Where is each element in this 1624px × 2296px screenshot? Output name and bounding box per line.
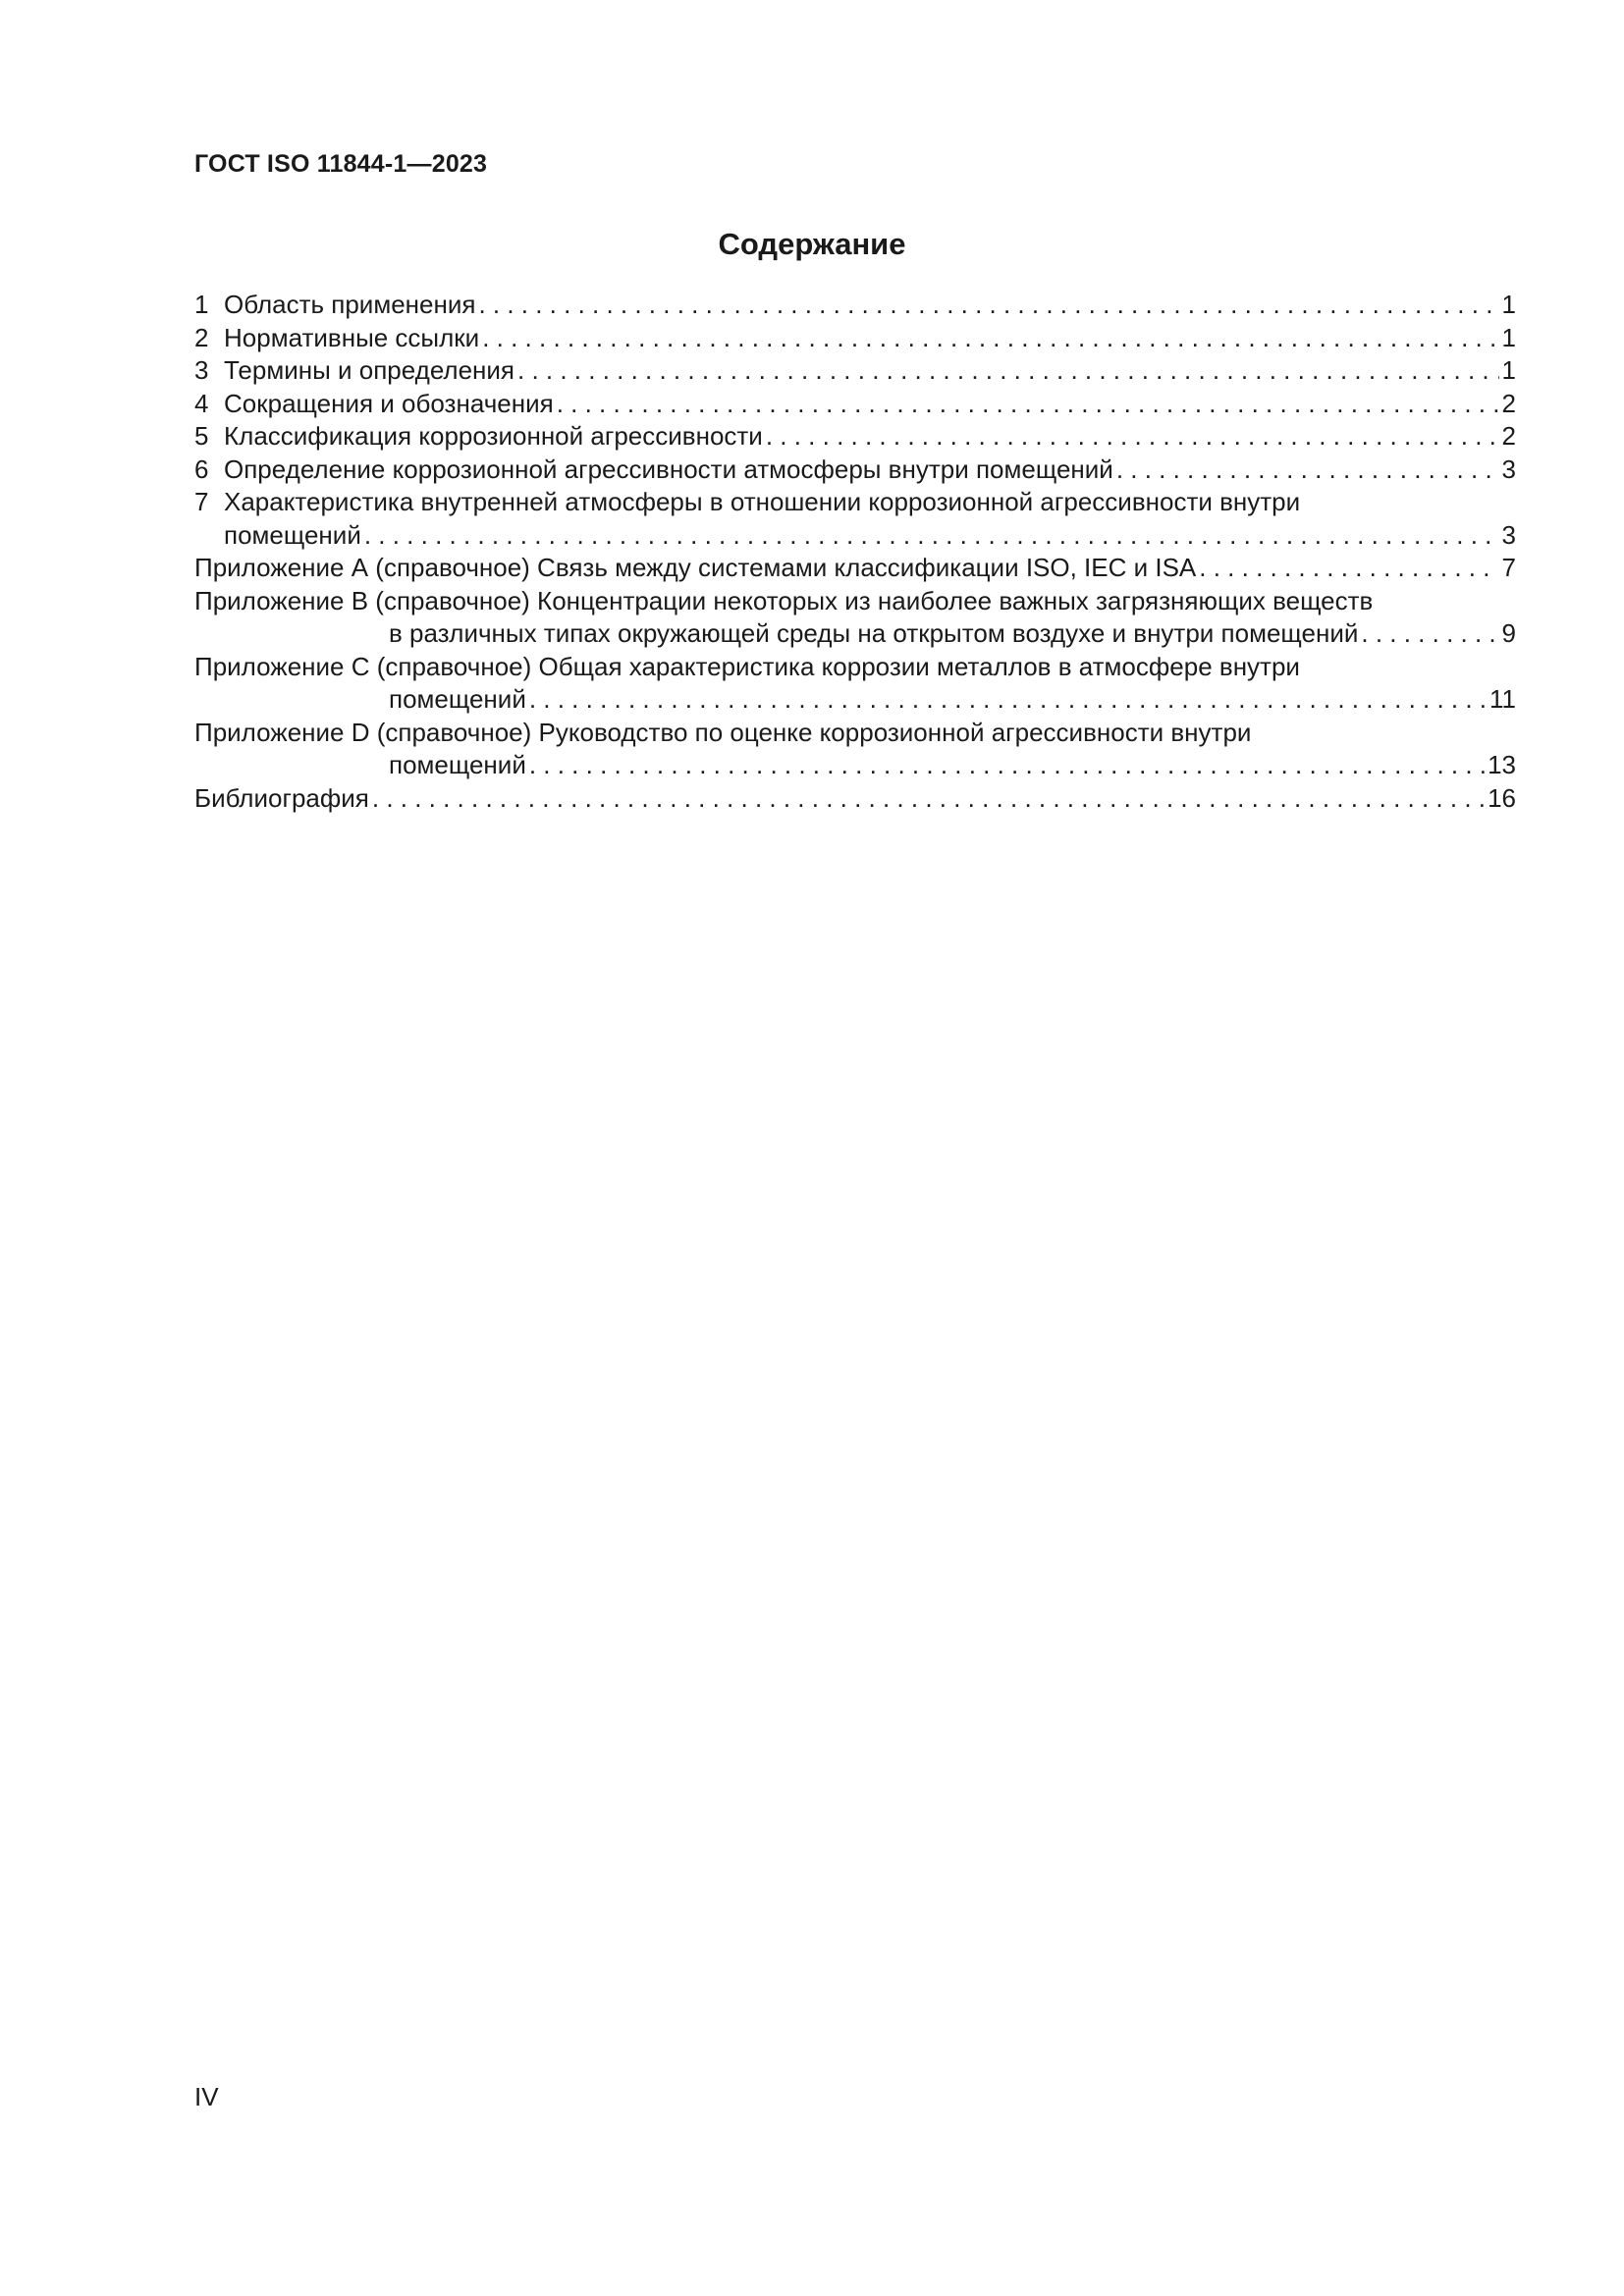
toc-entry-number: 2 bbox=[194, 322, 209, 352]
toc-annex-title-line2: помещений bbox=[389, 750, 526, 779]
toc-entry-title: Классификация коррозионной агрессивности bbox=[224, 421, 763, 451]
toc-bibliography-page: 16 bbox=[1488, 782, 1516, 813]
toc-annex-page: 9 bbox=[1501, 618, 1516, 648]
toc-title: Содержание bbox=[718, 227, 906, 261]
toc-entry-title: Определение коррозионной агрессивности атмосферы внутри помещений bbox=[224, 454, 1113, 484]
toc-entry-number: 5 bbox=[194, 421, 209, 451]
toc-bibliography-title: Библиография bbox=[194, 782, 369, 813]
toc-entry-number: 6 bbox=[194, 454, 209, 484]
toc-dot-leader bbox=[529, 683, 1487, 717]
toc-bibliography-entry[interactable] bbox=[194, 782, 1516, 816]
toc-annex-page: 13 bbox=[1488, 750, 1516, 779]
toc-dot-leader bbox=[1116, 454, 1499, 487]
toc-entry-page: 2 bbox=[1501, 421, 1516, 451]
toc-dot-leader bbox=[364, 519, 1499, 553]
table-of-contents bbox=[194, 289, 1516, 815]
toc-entry-title-line2: помещений bbox=[224, 519, 361, 550]
toc-annex-page: 11 bbox=[1489, 684, 1516, 714]
toc-entry-page: 1 bbox=[1501, 322, 1516, 352]
toc-dot-leader bbox=[529, 749, 1485, 782]
toc-entry[interactable] bbox=[194, 289, 1516, 322]
toc-entry-page: 2 bbox=[1501, 388, 1516, 418]
toc-entry[interactable] bbox=[194, 322, 1516, 355]
toc-entry-multiline[interactable] bbox=[194, 486, 1516, 552]
toc-entry-title: Сокращения и обозначения bbox=[224, 388, 554, 418]
toc-entry-number: 3 bbox=[194, 355, 209, 385]
toc-entry-page: 3 bbox=[1501, 519, 1516, 550]
toc-entry-page: 1 bbox=[1501, 290, 1516, 319]
toc-dot-leader bbox=[482, 322, 1498, 355]
toc-annex-title-line1: Приложение В (справочное) Концентрации некоторых из наиболее важных загрязняющих веществ bbox=[194, 585, 1374, 615]
toc-entry[interactable] bbox=[194, 454, 1516, 487]
toc-annex-title: Приложение А (справочное) Связь между системами классификации ISO, IEC и ISA bbox=[194, 553, 1197, 582]
toc-entry-page: 3 bbox=[1501, 454, 1516, 484]
toc-entry-number: 4 bbox=[194, 388, 209, 418]
toc-dot-leader bbox=[478, 289, 1498, 322]
toc-entry[interactable] bbox=[194, 354, 1516, 388]
toc-entry-title: Область применения bbox=[224, 290, 476, 319]
toc-entry-number: 7 bbox=[194, 487, 209, 516]
toc-entry-number: 1 bbox=[194, 290, 209, 319]
page-number: IV bbox=[194, 2082, 219, 2111]
toc-dot-leader bbox=[766, 420, 1499, 454]
toc-annex-entry[interactable] bbox=[194, 717, 1516, 782]
toc-entry-title: Термины и определения bbox=[224, 355, 515, 385]
toc-annex-title-line1: Приложение D (справочное) Руководство по оценке коррозионной агрессивности внутри bbox=[194, 717, 1252, 747]
toc-entry-title: Нормативные ссылки bbox=[224, 322, 480, 352]
toc-annex-entry[interactable] bbox=[194, 651, 1516, 717]
toc-annex-title-line2: помещений bbox=[389, 684, 526, 714]
toc-dot-leader bbox=[1199, 552, 1498, 585]
toc-dot-leader bbox=[1361, 617, 1498, 651]
document-code: ГОСТ ISO 11844-1—2023 bbox=[194, 150, 488, 178]
toc-entry[interactable] bbox=[194, 420, 1516, 454]
toc-dot-leader bbox=[372, 782, 1485, 816]
toc-dot-leader bbox=[557, 388, 1499, 421]
toc-annex-title-line1: Приложение С (справочное) Общая характеристика коррозии металлов в атмосфере внутри bbox=[194, 651, 1300, 681]
toc-annex-entry[interactable] bbox=[194, 585, 1516, 651]
toc-entry-page: 1 bbox=[1501, 355, 1516, 385]
toc-annex-entry[interactable] bbox=[194, 552, 1516, 585]
toc-annex-title-line2: в различных типах окружающей среды на открытом воздухе и внутри помещений bbox=[389, 618, 1359, 648]
toc-entry-title-line1: Характеристика внутренней атмосферы в отношении коррозионной агрессивности внутри bbox=[224, 487, 1301, 516]
toc-annex-page: 7 bbox=[1501, 553, 1516, 582]
toc-dot-leader bbox=[517, 354, 1499, 388]
toc-entry[interactable] bbox=[194, 388, 1516, 421]
